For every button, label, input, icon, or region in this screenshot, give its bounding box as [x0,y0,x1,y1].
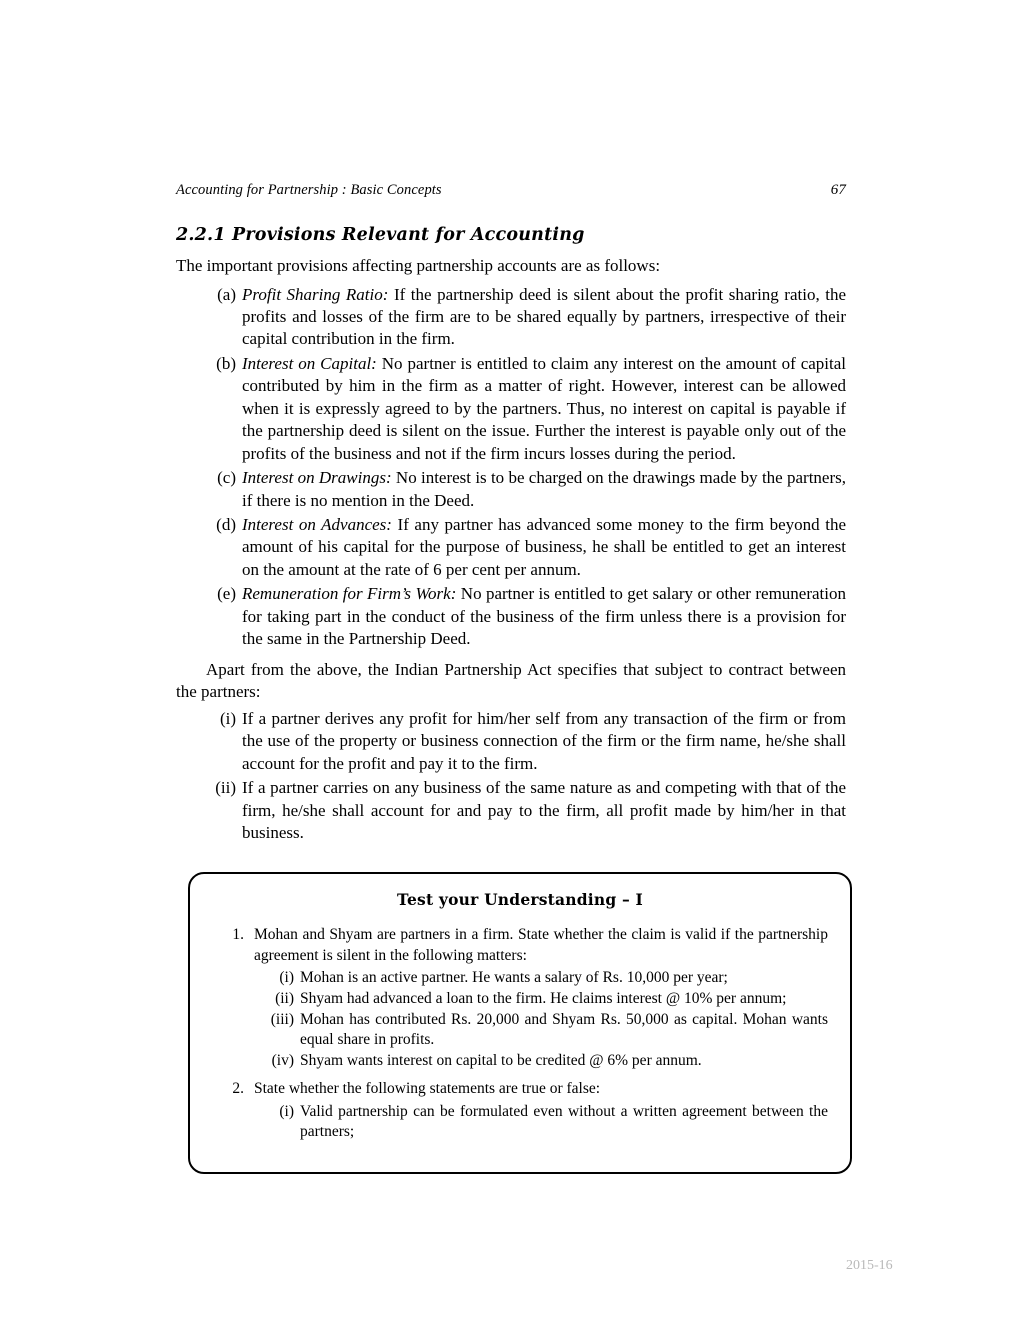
provision-text: No partner is entitled to get salary or other remuneration for taking part in the conduct of the business of the firm unless there is a provision for the same in the Partnership Deed. [242,584,846,649]
list-item [212,925,828,1071]
apart-paragraph: Apart from the above, the Indian Partnership Act specifies that subject to contract between the partners: [176,659,846,702]
list-item [176,777,846,844]
sub-marker: (iii) [270,1011,294,1029]
running-title: Accounting for Partnership : Basic Concepts [176,182,442,198]
list-marker: (c) [217,468,236,488]
question-text: Mohan and Shyam are partners in a firm. State whether the claim is valid if the partnership agreement is silent in the following matters: [254,926,828,964]
list-item [254,989,828,1009]
sub-marker: (i) [279,968,294,986]
provisions-list [176,284,846,651]
provision-term: Remuneration for Firm’s Work: [242,584,457,604]
page-content [176,182,846,1174]
section-heading: 2.2.1 Provisions Relevant for Accounting [176,225,585,245]
sub-marker: (ii) [275,989,294,1007]
provision-text: No partner is entitled to claim any interest on the amount of capital contributed by him in the firm as a matter of right. However, interest can be allowed when it is expressly agreed to by the partners. Thus, no interest on capital is payable if the partnership deed is silent on the issue. Further the interest is payable only out of the profits of the business and not if the firm incurs losses during the period. [242,353,847,463]
sub-marker: (iv) [271,1052,294,1070]
list-marker: (e) [217,584,236,604]
list-item [176,583,846,650]
question-marker: 2. [232,1080,244,1098]
provision-term: Interest on Drawings: [242,468,392,488]
provision-term: Profit Sharing Ratio: [242,284,389,304]
question-marker: 1. [232,926,244,944]
list-item [254,1102,828,1142]
provision-text: If any partner has advanced some money to the firm beyond the amount of his capital for the purpose of business, he shall be entitled to get an interest on the amount at the rate of 6 per cent per annum. [242,514,846,579]
provision-text: If the partnership deed is silent about the profit sharing ratio, the profits and losses of the firm are to be shared equally by partners, irrespective of their capital contribution in the firm. [242,284,846,349]
act-points-list [176,708,846,845]
act-point-text: If a partner derives any profit for him/her self from any transaction of the firm or from the use of the property or business connection of the firm or the firm name, he/she shall account for the profit and pay it to the firm. [242,708,846,773]
box-title: Test your Understanding – I [397,890,643,910]
question-text: State whether the following statements are true or false: [254,1080,601,1098]
list-marker: (ii) [215,778,236,798]
sub-text: Shyam wants interest on capital to be credited @ 6% per annum. [300,1052,702,1070]
sub-question-list [254,1102,828,1142]
section-intro: The important provisions affecting partnership accounts are as follows: [176,256,661,275]
list-item [176,284,846,351]
list-item [176,514,846,581]
running-head [176,182,846,199]
list-marker: (a) [217,284,236,304]
list-item [212,1079,828,1141]
question-list [212,925,828,1141]
list-item [176,467,846,512]
provision-text: No interest is to be charged on the drawings made by the partners, if there is no mention in the Deed. [242,468,847,510]
list-marker: (b) [216,353,236,373]
provision-term: Interest on Advances: [242,514,392,534]
list-item [176,708,846,775]
sub-marker: (i) [279,1102,294,1120]
test-your-understanding-box [188,872,852,1173]
sub-text: Mohan is an active partner. He wants a salary of Rs. 10,000 per year; [300,968,728,986]
list-marker: (d) [216,514,236,534]
list-marker: (i) [219,708,236,728]
page-number: 67 [830,182,846,198]
sub-question-list [254,968,828,1072]
footer-year: 2015-16 [846,1258,893,1273]
act-point-text: If a partner carries on any business of the same nature as and competing with that of the firm, he/she shall account for and pay to the firm, all profit made by him/her in that business. [242,778,846,843]
list-item [254,968,828,988]
provision-term: Interest on Capital: [242,353,377,373]
sub-text: Mohan has contributed Rs. 20,000 and Shyam Rs. 50,000 as capital. Mohan wants equal share in profits. [300,1011,828,1049]
list-item [254,1051,828,1071]
list-item [176,353,846,465]
sub-text: Valid partnership can be formulated even without a written agreement between the partners; [300,1102,828,1140]
list-item [254,1010,828,1050]
sub-text: Shyam had advanced a loan to the firm. He claims interest @ 10% per annum; [300,989,787,1007]
